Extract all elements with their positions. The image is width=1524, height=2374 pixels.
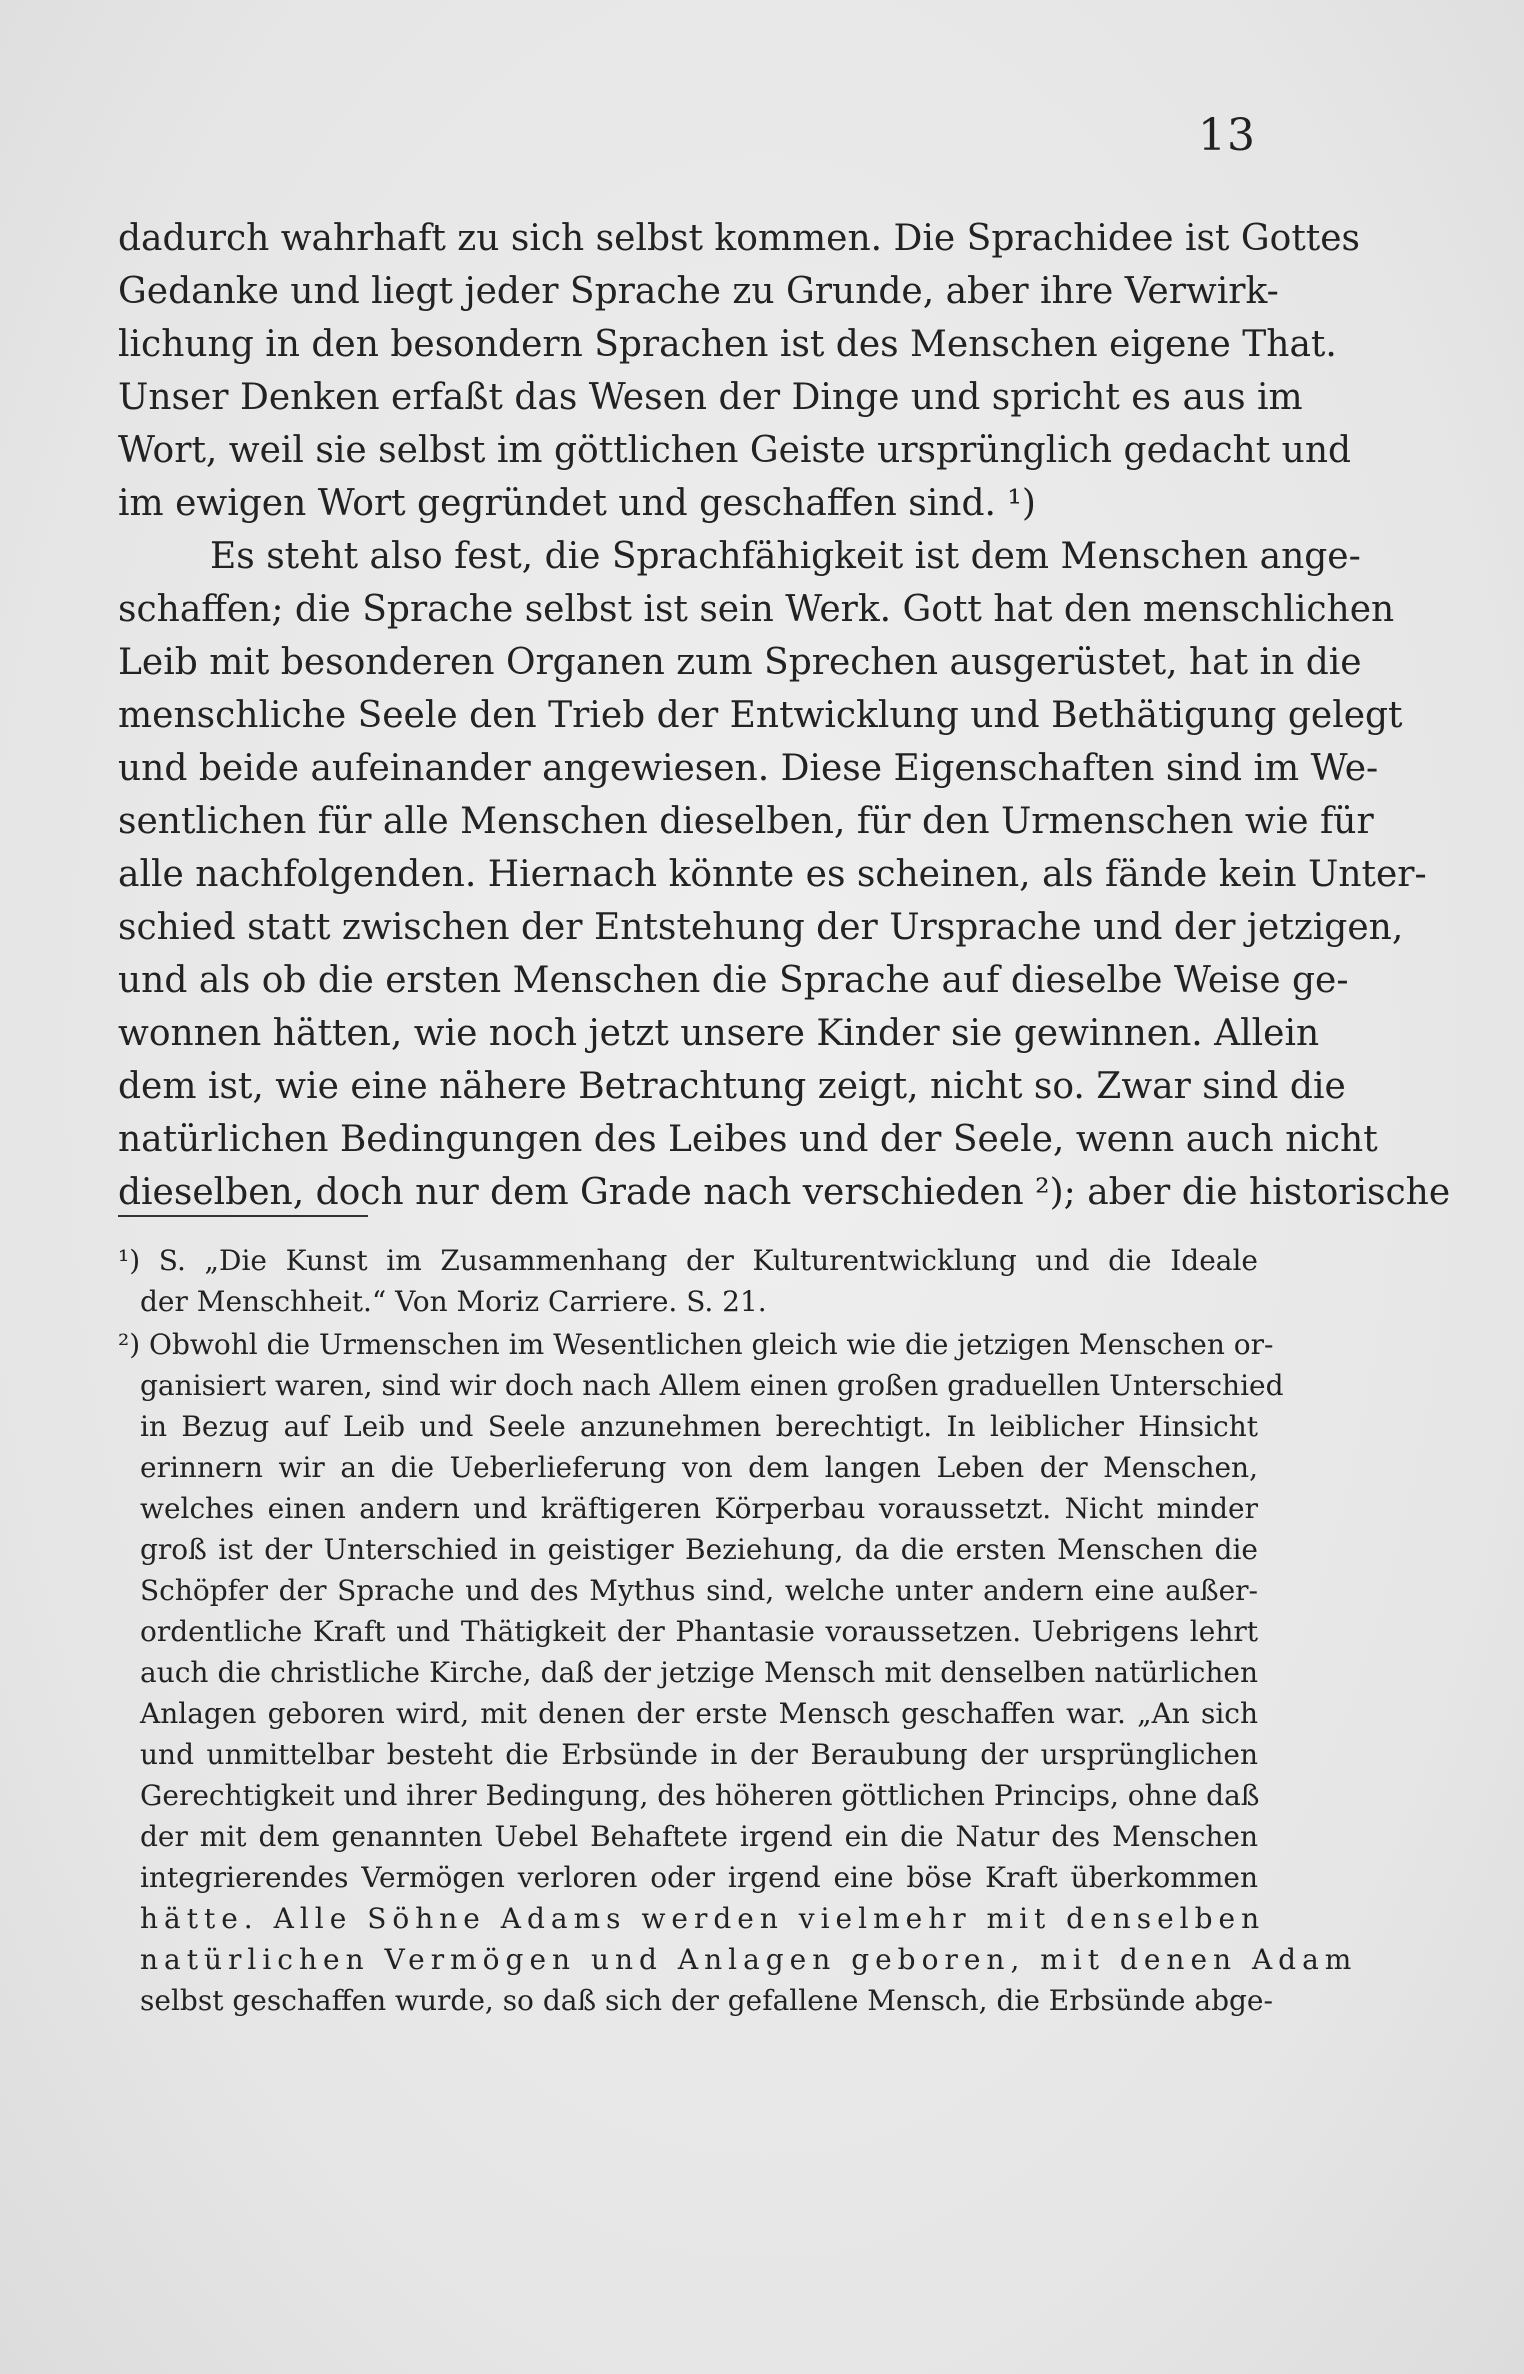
text-line: dadurch wahrhaft zu sich selbst kommen. Die Sprachidee ist Gottes	[118, 218, 1361, 259]
text-line: lichung in den besondern Sprachen ist des Menschen eigene That.	[118, 324, 1337, 365]
footnotes-block	[118, 1240, 1358, 2023]
text-line: schaffen; die Sprache selbst ist sein Werk. Gott hat den menschlichen	[118, 589, 1395, 630]
footnote-line-emphasis: natürlichen Vermögen und Anlagen geboren, mit denen Adam	[140, 1943, 1358, 1976]
footnote-line: auch die christliche Kirche, daß der jetzige Mensch mit denselben natürlichen	[140, 1656, 1258, 1689]
footnote-line: ²) Obwohl die Urmenschen im Wesentlichen gleich wie die jetzigen Menschen or-	[118, 1328, 1274, 1361]
text-line: wonnen hätten, wie noch jetzt unsere Kinder sie gewinnen. Allein	[118, 1013, 1320, 1054]
text-line: schied statt zwischen der Entstehung der Ursprache und der jetzigen,	[118, 907, 1404, 948]
footnote-line: erinnern wir an die Ueberlieferung von dem langen Leben der Menschen,	[140, 1451, 1258, 1484]
text-line-paragraph-start: Es steht also fest, die Sprachfähigkeit ist dem Menschen ange-	[210, 536, 1361, 577]
footnote-2	[118, 1324, 1358, 2021]
footnote-line: selbst geschaffen wurde, so daß sich der gefallene Mensch, die Erbsünde abge-	[140, 1984, 1273, 2017]
text-line: dieselben, doch nur dem Grade nach verschieden ²); aber die historische	[118, 1172, 1451, 1213]
text-line: Unser Denken erfaßt das Wesen der Dinge und spricht es aus im	[118, 377, 1303, 418]
text-line: Wort, weil sie selbst im göttlichen Geiste ursprünglich gedacht und	[118, 430, 1352, 471]
footnote-line: Anlagen geboren wird, mit denen der erste Mensch geschaffen war. „An sich	[140, 1697, 1258, 1730]
text-line: im ewigen Wort gegründet und geschaffen sind. ¹)	[118, 483, 1036, 524]
text-line: Gedanke und liegt jeder Sprache zu Grunde, aber ihre Verwirk-	[118, 271, 1279, 312]
footnote-line: groß ist der Unterschied in geistiger Beziehung, da die ersten Menschen die	[140, 1533, 1258, 1566]
footnote-line: in Bezug auf Leib und Seele anzunehmen berechtigt. In leiblicher Hinsicht	[140, 1410, 1258, 1443]
footnote-divider	[118, 1215, 368, 1217]
footnote-line: integrierendes Vermögen verloren oder irgend eine böse Kraft überkommen	[140, 1861, 1258, 1894]
text-line: dem ist, wie eine nähere Betrachtung zeigt, nicht so. Zwar sind die	[118, 1066, 1346, 1107]
footnote-line: ¹) S. „Die Kunst im Zusammenhang der Kulturentwicklung und die Ideale	[118, 1244, 1258, 1277]
text-line: natürlichen Bedingungen des Leibes und der Seele, wenn auch nicht	[118, 1119, 1378, 1160]
footnote-line: ordentliche Kraft und Thätigkeit der Phantasie voraussetzen. Uebrigens lehrt	[140, 1615, 1258, 1648]
footnote-line: der Menschheit.“ Von Moriz Carriere. S. 21.	[140, 1285, 767, 1318]
text-line: Leib mit besonderen Organen zum Sprechen ausgerüstet, hat in die	[118, 642, 1362, 683]
main-text-block	[118, 212, 1451, 1219]
text-line: menschliche Seele den Trieb der Entwicklung und Bethätigung gelegt	[118, 695, 1403, 736]
text-line: und beide aufeinander angewiesen. Diese Eigenschaften sind im We-	[118, 748, 1379, 789]
footnote-line: Schöpfer der Sprache und des Mythus sind, welche unter andern eine außer-	[140, 1574, 1258, 1607]
footnote-line: ganisiert waren, sind wir doch nach Allem einen großen graduellen Unterschied	[140, 1369, 1284, 1402]
footnote-line: der mit dem genannten Uebel Behaftete irgend ein die Natur des Menschen	[140, 1820, 1258, 1853]
footnote-line: Gerechtigkeit und ihrer Bedingung, des höheren göttlichen Princips, ohne daß	[140, 1779, 1260, 1812]
footnote-line-emphasis: hätte. Alle Söhne Adams werden vielmehr mit denselben	[140, 1902, 1266, 1935]
text-line: und als ob die ersten Menschen die Sprache auf dieselbe Weise ge-	[118, 960, 1349, 1001]
footnote-line: und unmittelbar besteht die Erbsünde in der Beraubung der ursprünglichen	[140, 1738, 1258, 1771]
text-line: sentlichen für alle Menschen dieselben, für den Urmenschen wie für	[118, 801, 1374, 842]
footnote-line: welches einen andern und kräftigeren Körperbau voraussetzt. Nicht minder	[140, 1492, 1258, 1525]
footnote-1	[118, 1240, 1258, 1322]
text-line: alle nachfolgenden. Hiernach könnte es scheinen, als fände kein Unter-	[118, 854, 1427, 895]
page-number: 13	[1198, 110, 1256, 161]
